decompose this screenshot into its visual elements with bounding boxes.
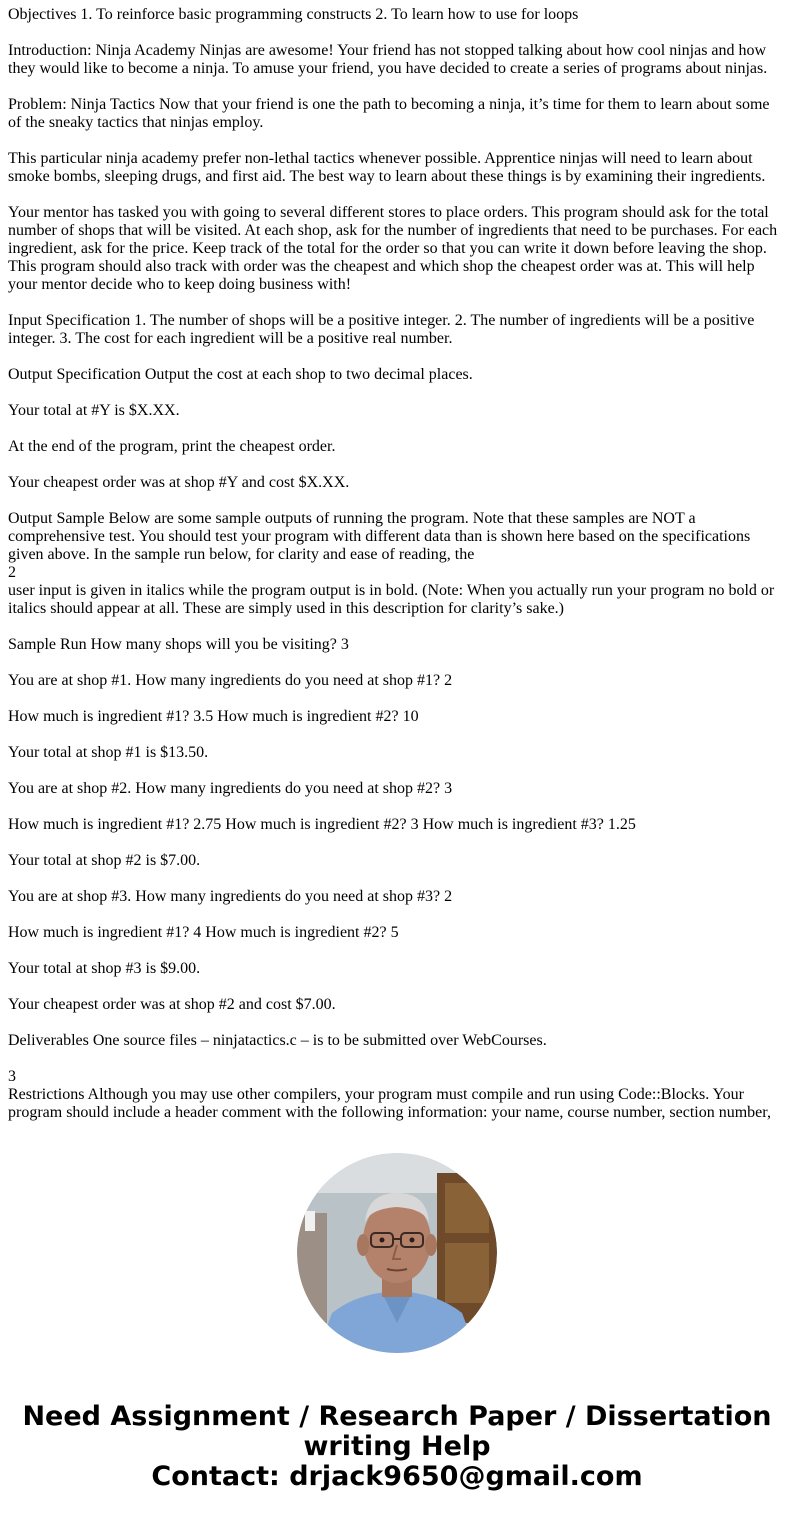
document-body [8, 6, 780, 1122]
contact-banner [0, 1402, 794, 1492]
avatar-portrait [297, 1153, 497, 1353]
paragraph-problem: Problem: Ninja Tactics Now that your friend is one the path to becoming a ninja, it’s time for them to learn about some of the sneaky tactics that ninjas employ. [8, 96, 770, 131]
paragraph-input-spec: Input Specification 1. The number of shops will be a positive integer. 2. The number of ingredients will be a positive integer. 3. The cost for each ingredient will be a positive real number. [8, 312, 755, 347]
paragraph-shop-2-prompt: You are at shop #2. How many ingredients do you need at shop #2? 3 [8, 780, 453, 797]
paragraph-output-spec: Output Specification Output the cost at each shop to two decimal places. [8, 366, 473, 383]
paragraph-shop-1-total: Your total at shop #1 is $13.50. [8, 744, 209, 761]
paragraph-deliverables: Deliverables One source files – ninjatactics.c – is to be submitted over WebCourses. [8, 1032, 547, 1049]
paragraph-shop-2-ingredients: How much is ingredient #1? 2.75 How much is ingredient #2? 3 How much is ingredient #3? 1.25 [8, 816, 636, 833]
paragraph-objectives: Objectives 1. To reinforce basic programming constructs 2. To learn how to use for loops [8, 6, 579, 23]
paragraph-shop-3-total: Your total at shop #3 is $9.00. [8, 960, 201, 977]
paragraph-introduction: Introduction: Ninja Academy Ninjas are awesome! Your friend has not stopped talking about how cool ninjas and how they would like to become a ninja. To amuse your friend, you have decided to create a series of programs about ninjas. [8, 42, 768, 77]
paragraph-cheapest-order: Your cheapest order was at shop #2 and cost $7.00. [8, 996, 336, 1013]
paragraph-shop-1-prompt: You are at shop #1. How many ingredients do you need at shop #1? 2 [8, 672, 453, 689]
paragraph-output-format-cheapest: Your cheapest order was at shop #Y and cost $X.XX. [8, 474, 350, 491]
paragraph-shop-2-total: Your total at shop #2 is $7.00. [8, 852, 201, 869]
paragraph-input-note: user input is given in italics while the program output is in bold. (Note: When you actually run your program no bold or italics should appear at all. These are simply used in this description for clarity’s sake.) [8, 582, 775, 617]
paragraph-shop-3-ingredients: How much is ingredient #1? 4 How much is ingredient #2? 5 [8, 924, 399, 941]
banner-line-2: writing Help [303, 1431, 491, 1462]
paragraph-mentor-task: Your mentor has tasked you with going to several different stores to place orders. This program should ask for the total number of shops that will be visited. At each shop, ask for the number of ingredients that need to be purchases. For each ingredient, ask for the price. Keep track of the total for the order so that you can write it down before leaving the shop. This program should also track with order was the cheapest and which shop the cheapest order was at. This will help your mentor decide who to keep doing business with! [8, 204, 778, 293]
paragraph-shop-3-prompt: You are at shop #3. How many ingredients do you need at shop #3? 2 [8, 888, 453, 905]
paragraph-output-sample: Output Sample Below are some sample outputs of running the program. Note that these samples are NOT a comprehensive test. You should test your program with different data than is shown here based on the specifications given above. In the sample run below, for clarity and ease of reading, the [8, 510, 751, 563]
paragraph-tactics: This particular ninja academy prefer non-lethal tactics whenever possible. Apprentice ninjas will need to learn about smoke bombs, sleeping drugs, and first aid. The best way to learn about these things is by examining their ingredients. [8, 150, 766, 185]
page-number-3: 3 [8, 1068, 16, 1085]
paragraph-restrictions: Restrictions Although you may use other compilers, your program must compile and run using Code::Blocks. Your program should include a header comment with the following information: your name, course number, section number, [8, 1086, 771, 1121]
paragraph-sample-run: Sample Run How many shops will you be visiting? 3 [8, 636, 349, 653]
banner-line-1: Need Assignment / Research Paper / Dissertation [22, 1401, 772, 1432]
paragraph-end-instruction: At the end of the program, print the cheapest order. [8, 438, 336, 455]
paragraph-output-format-total: Your total at #Y is $X.XX. [8, 402, 180, 419]
page-number-2: 2 [8, 564, 16, 581]
avatar [297, 1153, 497, 1353]
paragraph-shop-1-ingredients: How much is ingredient #1? 3.5 How much is ingredient #2? 10 [8, 708, 419, 725]
banner-line-3: Contact: drjack9650@gmail.com [151, 1461, 643, 1492]
